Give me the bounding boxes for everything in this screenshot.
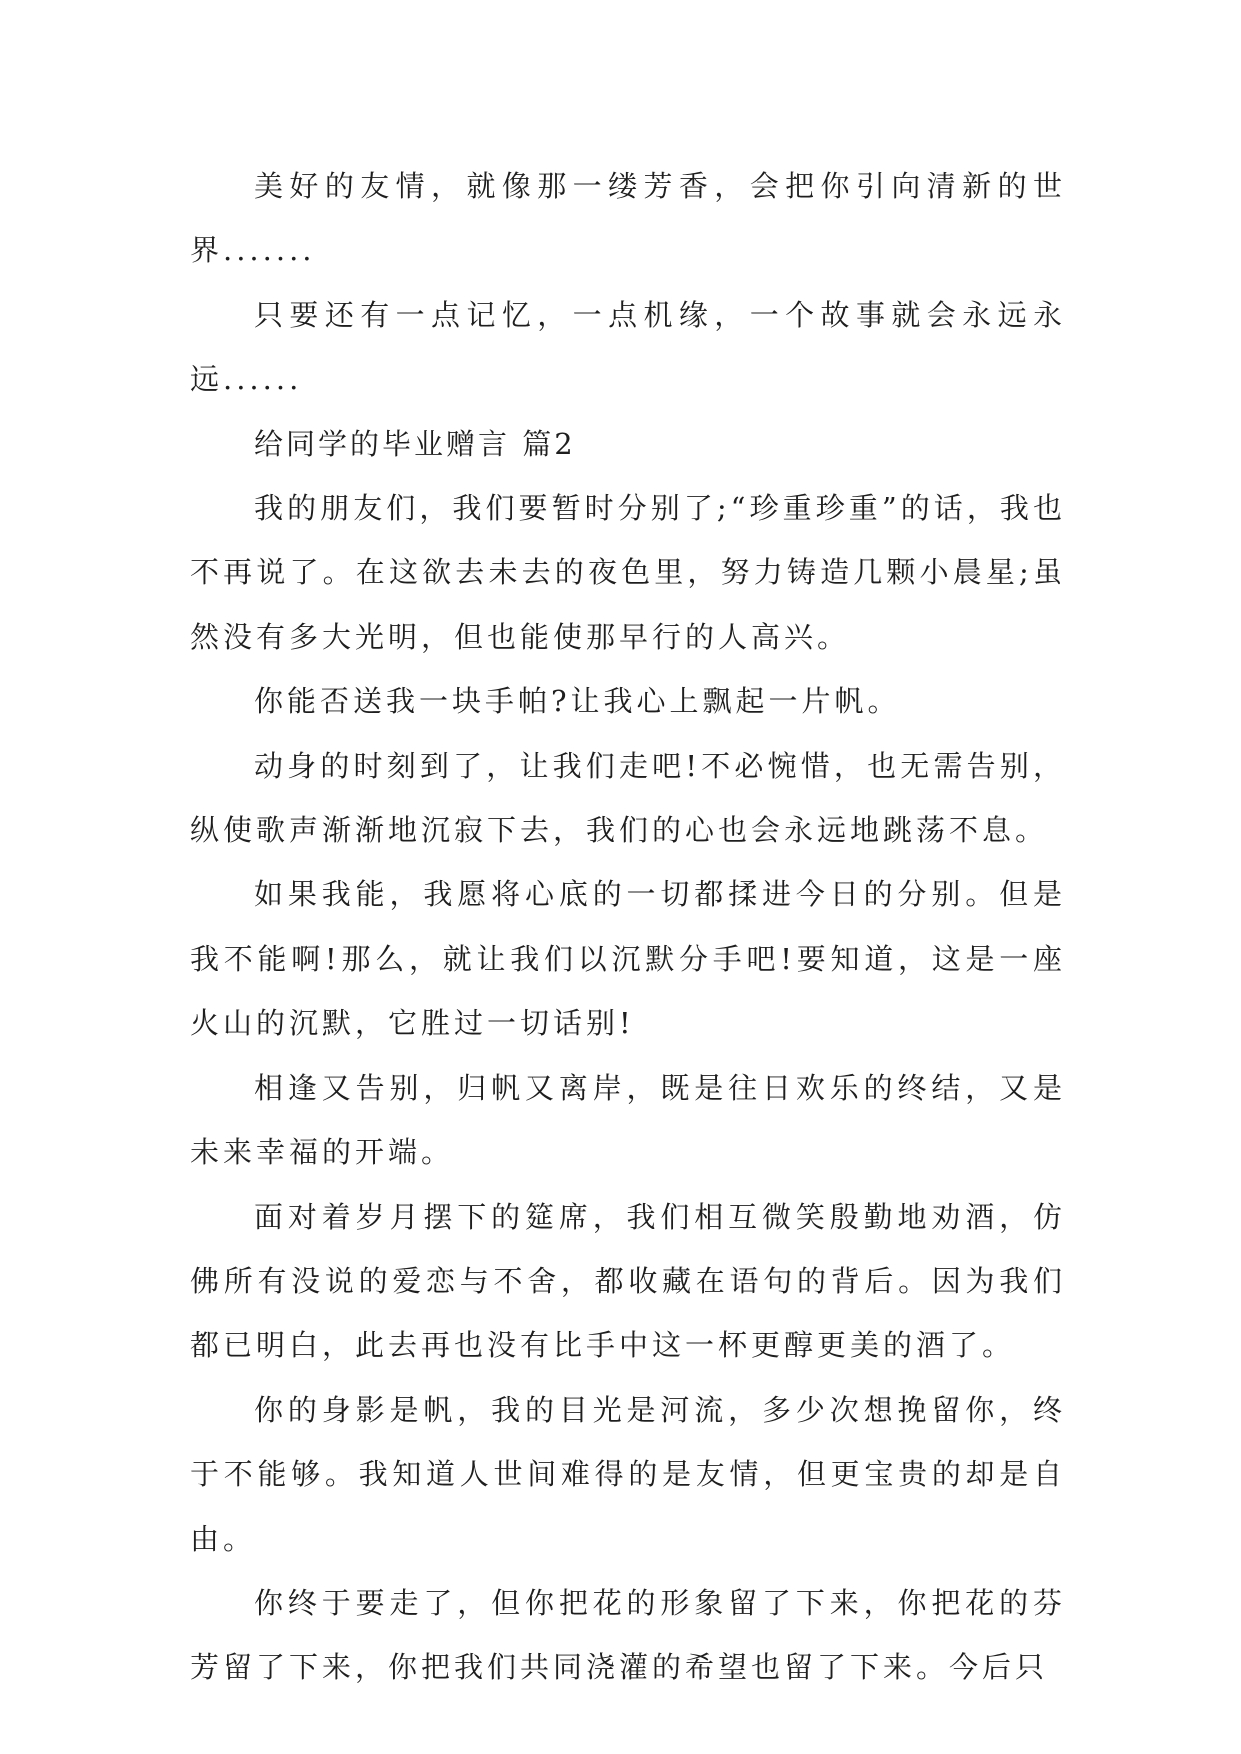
paragraph: 面对着岁月摆下的筵席，我们相互微笑殷勤地劝酒，仿佛所有没说的爱恋与不舍，都收藏在语句的背后。因为我们都已明白，此去再也没有比手中这一杯更醇更美的酒了。: [190, 1199, 1066, 1363]
paragraph: 美好的友情，就像那一缕芳香，会把你引向清新的世界.......: [190, 169, 1066, 268]
section-heading: 给同学的毕业赠言 篇2: [254, 426, 576, 461]
paragraph: 你能否送我一块手帕?让我心上飘起一片帆。: [254, 684, 901, 719]
paragraph: 相逢又告别，归帆又离岸，既是往日欢乐的终结，又是未来幸福的开端。: [190, 1070, 1066, 1170]
paragraph: 你终于要走了，但你把花的形象留了下来，你把花的芬芳留了下来，你把我们共同浇灌的希望也留了下来。今后只: [190, 1585, 1066, 1685]
paragraph: 动身的时刻到了，让我们走吧!不必惋惜，也无需告别，纵使歌声渐渐地沉寂下去，我们的心也会永远地跳荡不息。: [190, 748, 1066, 848]
paragraph: 如果我能，我愿将心底的一切都揉进今日的分别。但是我不能啊!那么，就让我们以沉默分手吧!要知道，这是一座火山的沉默，它胜过一切话别!: [190, 877, 1066, 1041]
paragraph: 你的身影是帆，我的目光是河流，多少次想挽留你，终于不能够。我知道人世间难得的是友情，但更宝贵的却是自由。: [190, 1392, 1066, 1556]
document-body: [190, 154, 1066, 1700]
paragraph: 我的朋友们，我们要暂时分别了;“珍重珍重”的话，我也不再说了。在这欲去未去的夜色里，努力铸造几颗小晨星;虽然没有多大光明，但也能使那早行的人高兴。: [190, 491, 1066, 654]
paragraph: 只要还有一点记忆，一点机缘，一个故事就会永远永远......: [190, 297, 1066, 397]
